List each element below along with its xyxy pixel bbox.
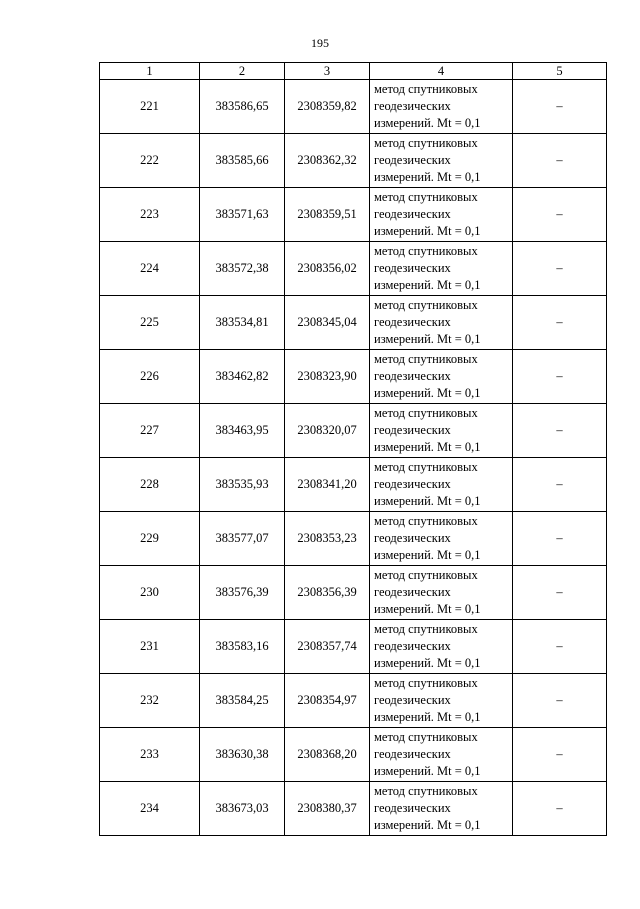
column-5-cell: –: [513, 404, 607, 458]
x-coordinate-cell: 383463,95: [200, 404, 285, 458]
x-coordinate-cell: 383586,65: [200, 80, 285, 134]
y-coordinate-cell: 2308354,97: [285, 674, 370, 728]
table-row: [100, 134, 607, 188]
method-cell: [370, 350, 513, 404]
method-text-line: геодезических: [374, 585, 451, 599]
method-text-line: геодезических: [374, 747, 451, 761]
method-text-line: измерений. Mt = 0,1: [374, 818, 481, 832]
x-coordinate-cell: 383462,82: [200, 350, 285, 404]
method-cell: [370, 620, 513, 674]
method-text-line: геодезических: [374, 315, 451, 329]
x-coordinate-cell: 383583,16: [200, 620, 285, 674]
method-text-line: метод спутниковых: [374, 460, 478, 474]
y-coordinate-cell: 2308368,20: [285, 728, 370, 782]
method-cell: [370, 674, 513, 728]
method-cell: [370, 566, 513, 620]
y-coordinate-cell: 2308320,07: [285, 404, 370, 458]
column-5-cell: –: [513, 242, 607, 296]
y-coordinate-cell: 2308380,37: [285, 782, 370, 836]
column-5-cell: –: [513, 782, 607, 836]
table-row: [100, 512, 607, 566]
method-text-line: метод спутниковых: [374, 352, 478, 366]
column-5-cell: –: [513, 134, 607, 188]
point-number-cell: 228: [100, 458, 200, 512]
point-number-cell: 234: [100, 782, 200, 836]
table-row: [100, 350, 607, 404]
table-row: [100, 188, 607, 242]
table-row: [100, 782, 607, 836]
table-row: [100, 620, 607, 674]
x-coordinate-cell: 383630,38: [200, 728, 285, 782]
point-number-cell: 221: [100, 80, 200, 134]
method-cell: [370, 188, 513, 242]
table-row: [100, 458, 607, 512]
x-coordinate-cell: 383535,93: [200, 458, 285, 512]
column-header: 4: [370, 63, 513, 80]
point-number-cell: 233: [100, 728, 200, 782]
method-text-line: метод спутниковых: [374, 784, 478, 798]
method-cell: [370, 80, 513, 134]
y-coordinate-cell: 2308353,23: [285, 512, 370, 566]
y-coordinate-cell: 2308356,39: [285, 566, 370, 620]
x-coordinate-cell: 383673,03: [200, 782, 285, 836]
y-coordinate-cell: 2308323,90: [285, 350, 370, 404]
method-cell: [370, 404, 513, 458]
method-text-line: метод спутниковых: [374, 82, 478, 96]
table-row: [100, 296, 607, 350]
method-text-line: геодезических: [374, 531, 451, 545]
point-number-cell: 224: [100, 242, 200, 296]
method-cell: [370, 782, 513, 836]
method-text-line: метод спутниковых: [374, 298, 478, 312]
column-5-cell: –: [513, 566, 607, 620]
point-number-cell: 231: [100, 620, 200, 674]
method-text-line: измерений. Mt = 0,1: [374, 116, 481, 130]
column-header: 5: [513, 63, 607, 80]
method-cell: [370, 296, 513, 350]
method-text-line: метод спутниковых: [374, 406, 478, 420]
page-number: 195: [311, 36, 329, 50]
method-text-line: геодезических: [374, 369, 451, 383]
method-text-line: геодезических: [374, 693, 451, 707]
point-number-cell: 223: [100, 188, 200, 242]
method-text-line: измерений. Mt = 0,1: [374, 710, 481, 724]
method-text-line: измерений. Mt = 0,1: [374, 332, 481, 346]
method-text-line: геодезических: [374, 99, 451, 113]
method-text-line: геодезических: [374, 639, 451, 653]
point-number-cell: 230: [100, 566, 200, 620]
method-text-line: измерений. Mt = 0,1: [374, 764, 481, 778]
column-5-cell: –: [513, 458, 607, 512]
point-number-cell: 225: [100, 296, 200, 350]
method-text-line: геодезических: [374, 801, 451, 815]
method-text-line: геодезических: [374, 261, 451, 275]
method-text-line: метод спутниковых: [374, 514, 478, 528]
method-text-line: метод спутниковых: [374, 244, 478, 258]
table-row: [100, 80, 607, 134]
y-coordinate-cell: 2308359,82: [285, 80, 370, 134]
method-text-line: измерений. Mt = 0,1: [374, 494, 481, 508]
method-cell: [370, 728, 513, 782]
method-text-line: метод спутниковых: [374, 190, 478, 204]
method-text-line: измерений. Mt = 0,1: [374, 656, 481, 670]
table-row: [100, 242, 607, 296]
y-coordinate-cell: 2308359,51: [285, 188, 370, 242]
table-body: [100, 80, 607, 836]
method-text-line: измерений. Mt = 0,1: [374, 386, 481, 400]
x-coordinate-cell: 383576,39: [200, 566, 285, 620]
method-text-line: геодезических: [374, 153, 451, 167]
y-coordinate-cell: 2308356,02: [285, 242, 370, 296]
point-number-cell: 229: [100, 512, 200, 566]
x-coordinate-cell: 383585,66: [200, 134, 285, 188]
method-text-line: метод спутниковых: [374, 676, 478, 690]
method-text-line: геодезических: [374, 423, 451, 437]
y-coordinate-cell: 2308341,20: [285, 458, 370, 512]
column-header: 2: [200, 63, 285, 80]
table-header-row: [100, 63, 607, 80]
point-number-cell: 227: [100, 404, 200, 458]
table-row: [100, 566, 607, 620]
table-row: [100, 728, 607, 782]
method-text-line: измерений. Mt = 0,1: [374, 170, 481, 184]
method-text-line: метод спутниковых: [374, 730, 478, 744]
method-cell: [370, 134, 513, 188]
column-5-cell: –: [513, 80, 607, 134]
method-text-line: измерений. Mt = 0,1: [374, 602, 481, 616]
method-text-line: метод спутниковых: [374, 568, 478, 582]
method-text-line: измерений. Mt = 0,1: [374, 440, 481, 454]
x-coordinate-cell: 383584,25: [200, 674, 285, 728]
method-text-line: измерений. Mt = 0,1: [374, 278, 481, 292]
table-row: [100, 674, 607, 728]
y-coordinate-cell: 2308345,04: [285, 296, 370, 350]
column-5-cell: –: [513, 296, 607, 350]
column-header: 1: [100, 63, 200, 80]
point-number-cell: 222: [100, 134, 200, 188]
method-text-line: метод спутниковых: [374, 622, 478, 636]
method-text-line: измерений. Mt = 0,1: [374, 548, 481, 562]
table-row: [100, 404, 607, 458]
y-coordinate-cell: 2308362,32: [285, 134, 370, 188]
point-number-cell: 232: [100, 674, 200, 728]
column-5-cell: –: [513, 674, 607, 728]
column-5-cell: –: [513, 512, 607, 566]
method-cell: [370, 512, 513, 566]
coordinates-table: [99, 62, 607, 836]
method-cell: [370, 242, 513, 296]
y-coordinate-cell: 2308357,74: [285, 620, 370, 674]
x-coordinate-cell: 383571,63: [200, 188, 285, 242]
method-cell: [370, 458, 513, 512]
x-coordinate-cell: 383572,38: [200, 242, 285, 296]
column-5-cell: –: [513, 728, 607, 782]
x-coordinate-cell: 383577,07: [200, 512, 285, 566]
method-text-line: метод спутниковых: [374, 136, 478, 150]
column-5-cell: –: [513, 620, 607, 674]
method-text-line: геодезических: [374, 207, 451, 221]
x-coordinate-cell: 383534,81: [200, 296, 285, 350]
column-5-cell: –: [513, 188, 607, 242]
method-text-line: геодезических: [374, 477, 451, 491]
column-header: 3: [285, 63, 370, 80]
column-5-cell: –: [513, 350, 607, 404]
point-number-cell: 226: [100, 350, 200, 404]
method-text-line: измерений. Mt = 0,1: [374, 224, 481, 238]
